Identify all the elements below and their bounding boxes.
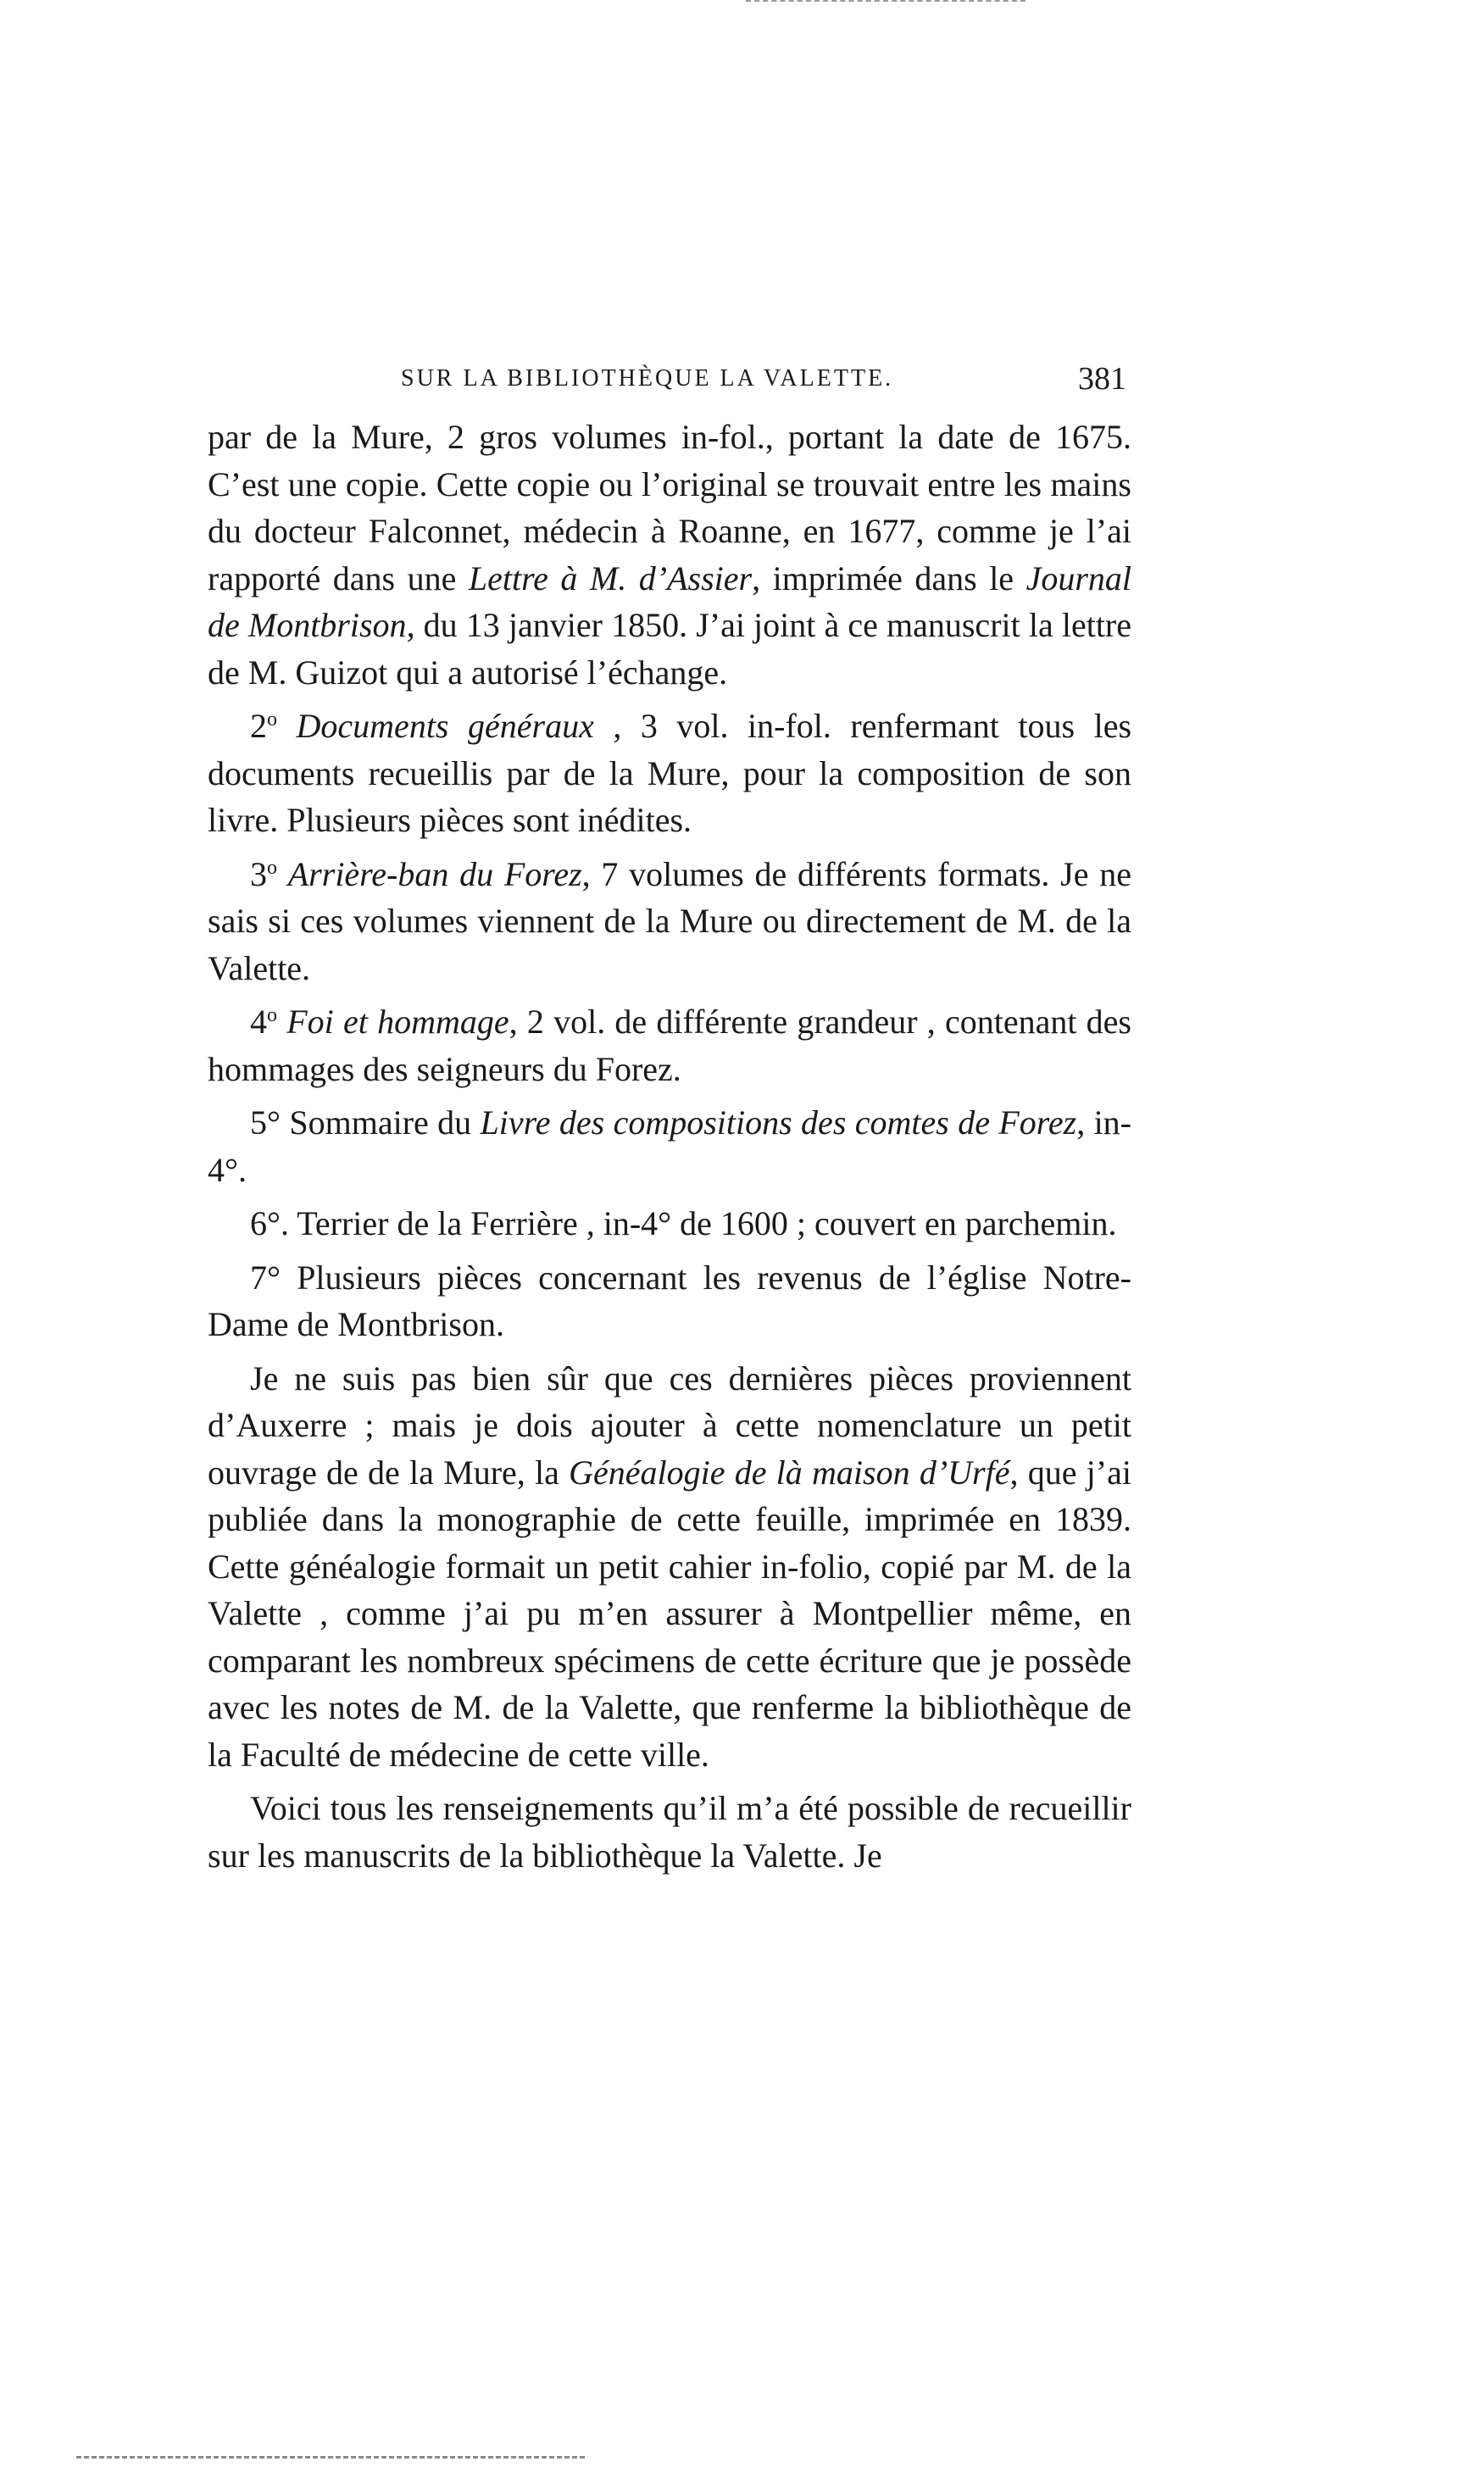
item-3-degree: o xyxy=(267,856,277,879)
body-text xyxy=(208,414,1131,1879)
item-5-text-a: 5° Sommaire du xyxy=(250,1103,481,1142)
paragraph-2-text-b: , que j’ai publiée dans la monographie de cette feuille, imprimée en 1839. Cette généalogie formait un petit cahier in-folio, copié par M. de la Valette , comme j’ai pu m’en assurer à Montpellier même, en comparant les nombreux spécimens de cette écriture que je possède avec les notes de M. de la Valette, que renferme la bibliothèque de la Faculté de médecine de cette ville. xyxy=(208,1453,1131,1774)
list-item-5 xyxy=(208,1099,1131,1193)
list-item-3 xyxy=(208,851,1131,992)
paragraph-1-letter-title: Lettre à M. d’Assier xyxy=(468,558,753,597)
paragraph-1-text-e: , du 13 janvier 1850. J’ai joint à ce manuscrit la lettre de M. Guizot qui a autorisé l’échange. xyxy=(208,606,1132,692)
item-4-degree: o xyxy=(267,1004,277,1026)
paragraph-1 xyxy=(208,414,1131,696)
list-item-7 xyxy=(208,1254,1131,1348)
running-title: SUR LA BIBLIOTHÈQUE LA VALETTE. xyxy=(401,365,894,392)
page-number: 381 xyxy=(1078,361,1126,397)
paragraph-2 xyxy=(208,1355,1131,1779)
paragraph-1-journal-title: Journal de Montbrison xyxy=(208,558,1132,644)
item-6-text: 6°. Terrier de la Ferrière , in-4° de 1600 ; couvert en parchemin. xyxy=(250,1204,1117,1242)
paragraph-3-text: Voici tous les renseignements qu’il m’a été possible de recueillir sur les manuscrits de la bibliothèque la Valette. Je xyxy=(208,1789,1131,1875)
paragraph-3 xyxy=(208,1785,1131,1879)
list-item-4 xyxy=(208,998,1131,1092)
running-head xyxy=(208,360,1131,403)
item-5-title: Livre des compositions des comtes de Forez xyxy=(480,1103,1077,1142)
paragraph-1-text-c: , imprimée dans le xyxy=(752,558,1026,597)
item-2-number: 2 xyxy=(250,707,267,745)
item-3-text: , 7 volumes de différents formats. Je ne sais si ces volumes viennent de la Mure ou directement de M. de la Valette. xyxy=(208,854,1131,987)
item-5-text-b: , in-4°. xyxy=(208,1103,1131,1189)
item-4-number: 4 xyxy=(250,1003,267,1041)
paragraph-2-text-a: Je ne suis pas bien sûr que ces dernières pièces proviennent d’Auxerre ; mais je dois ajouter à cette nomenclature un petit ouvrage de de la Mure, la xyxy=(208,1358,1131,1492)
paragraph-2-genealogy-title: Généalogie de là maison d’Urfé xyxy=(569,1453,1010,1492)
item-7-text: 7° Plusieurs pièces concernant les revenus de l’église Notre-Dame de Montbrison. xyxy=(208,1258,1131,1343)
paragraph-1-text-a: par de la Mure, 2 gros volumes in-fol., portant la date de 1675. C’est une copie. Cette copie ou l’original se trouvait entre les mains du docteur Falconnet, médecin à Roanne, en 1677, comme je l’ai rapporté dans une xyxy=(208,418,1131,597)
list-item-2 xyxy=(208,703,1131,844)
item-3-number: 3 xyxy=(250,854,267,893)
scan-edge-bottom xyxy=(76,2456,585,2461)
list-item-6 xyxy=(208,1200,1131,1247)
scan-edge-top xyxy=(746,0,1025,4)
item-4-title: Foi et hommage xyxy=(286,1003,509,1041)
item-2-title: Documents généraux xyxy=(296,707,594,745)
item-2-text: , 3 vol. in-fol. renfermant tous les documents recueillis par de la Mure, pour la composition de son livre. Plusieurs pièces sont inédites. xyxy=(208,707,1132,839)
item-3-title: Arrière-ban du Forez xyxy=(287,854,582,893)
item-2-degree: o xyxy=(267,708,277,731)
item-4-text: , 2 vol. de différente grandeur , contenant des hommages des seigneurs du Forez. xyxy=(208,1003,1131,1088)
